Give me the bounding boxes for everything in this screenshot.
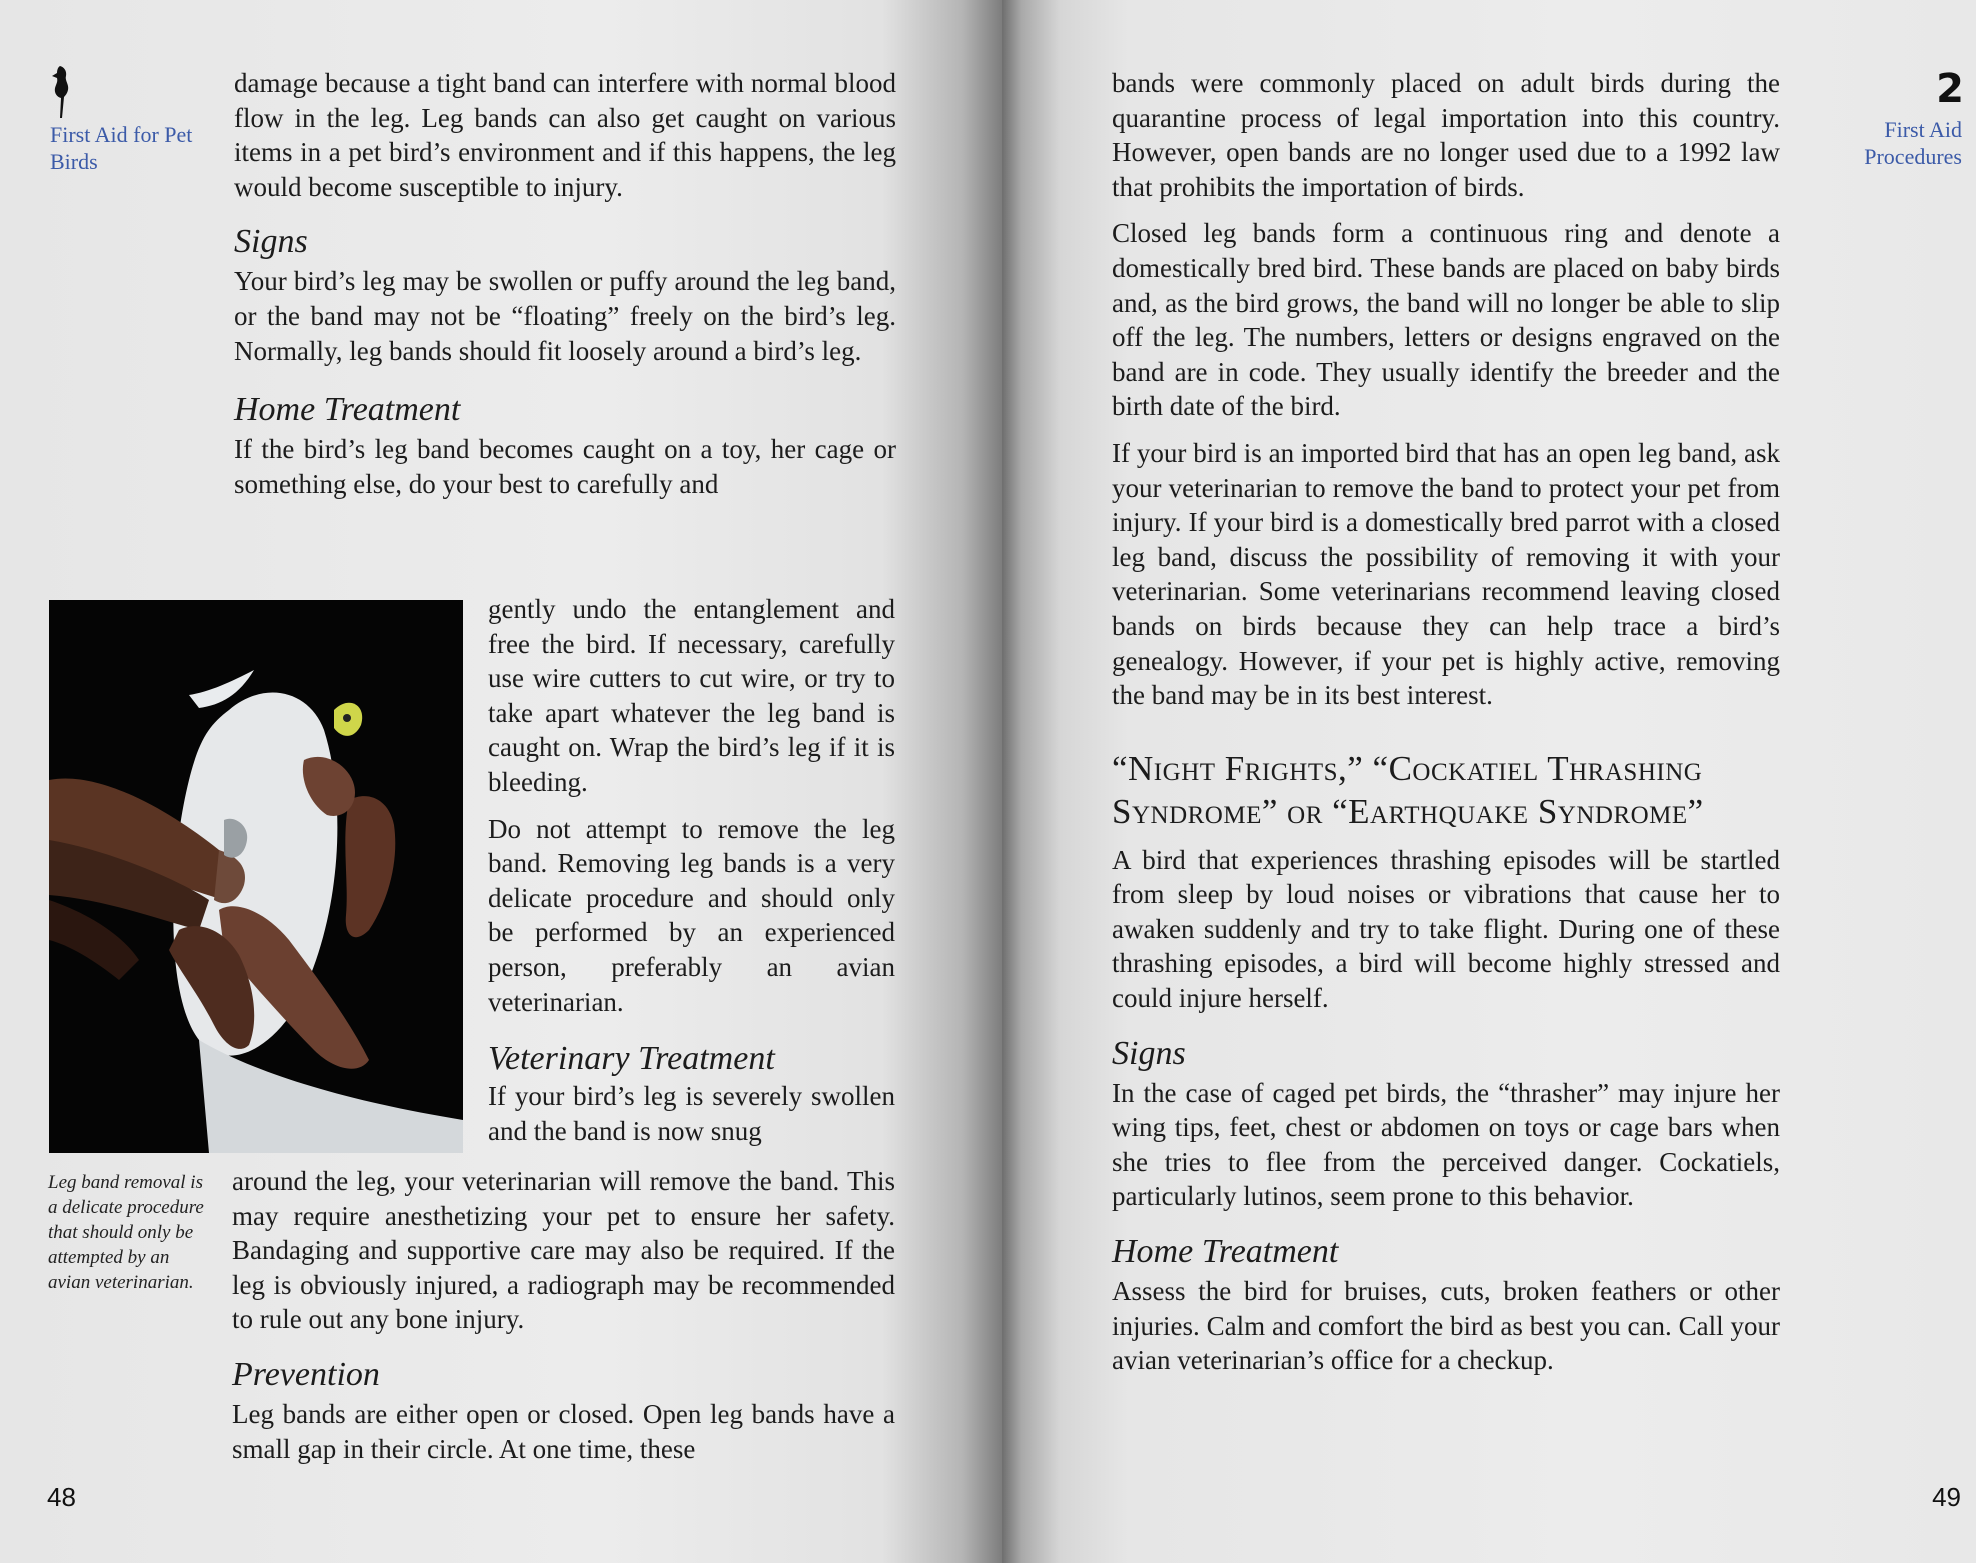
running-head-right: First Aid Procedures (1864, 117, 1962, 169)
paragraph-open-bands: bands were commonly placed on adult birds during the quarantine process of legal importation into this country. However, open bands are no longer used due to a 1992 law that prohibits the importation of birds. (1112, 68, 1780, 202)
prevention-heading: Prevention (232, 1355, 380, 1393)
running-head-left: First Aid for Pet Birds (50, 122, 193, 174)
right-page (1002, 0, 1976, 1563)
photo-illustration (49, 600, 463, 1153)
night-frights-heading: “Night Frights,” “Cockatiel Thrashing Syndrome” or “Earthquake Syndrome” (1112, 748, 1704, 831)
veterinary-treatment-lead: If your bird’s leg is severely swollen and the band is now snug (488, 1081, 895, 1146)
signs-heading: Signs (234, 223, 308, 261)
home-treatment-heading: Home Treatment (234, 391, 461, 429)
photo-caption: Leg band removal is a delicate procedure that should only be attempted by an avian veterinarian. (48, 1172, 204, 1293)
left-text-column-bottom (232, 1164, 895, 1466)
signs-paragraph-right: In the case of caged pet birds, the “thrasher” may injure her wing tips, feet, chest or abdomen on toys or cage bars when she tries to flee from the perceived danger. Cockatiels, particularly lutinos, seem prone to this behavior. (1112, 1077, 1780, 1212)
paragraph-closed-bands: Closed leg bands form a continuous ring and denote a domestically bred bird. These bands are placed on baby birds and, as the bird grows, the band will no longer be able to slip off the leg. The numbers, letters or designs engraved on the band are in code. They usually identify the breeder and the birth date of the bird. (1112, 218, 1780, 422)
home-treatment-lead: If the bird’s leg band becomes caught on a toy, her cage or something else, do your best to carefully and (234, 434, 896, 499)
chapter-number: 2 (1936, 66, 1964, 112)
prevention-paragraph: Leg bands are either open or closed. Open leg bands have a small gap in their circle. At one time, these (232, 1398, 895, 1464)
inset-text-column (488, 592, 895, 1148)
leg-band-removal-photo (49, 600, 463, 1153)
page-number-left: 48 (47, 1482, 76, 1512)
home-treatment-heading-right: Home Treatment (1112, 1233, 1339, 1271)
signs-paragraph: Your bird’s leg may be swollen or puffy around the leg band, or the band may not be “floating” freely on the bird’s leg. Normally, leg bands should fit loosely around a bird’s leg. (234, 266, 896, 366)
veterinary-treatment-continued: around the leg, your veterinarian will remove the band. This may require anesthetizing your pet to ensure her safety. Bandaging and supportive care may also be required. If the leg is obviously injured, a radiograph may be recommended to rule out any bone injury. (232, 1166, 895, 1335)
home-treatment-paragraph-2: Do not attempt to remove the leg band. Removing leg bands is a very delicate procedure and should only be performed by an experienced person, preferably an avian veterinarian. (488, 813, 895, 1017)
home-treatment-paragraph-right: Assess the bird for bruises, cuts, broken feathers or other injuries. Calm and comfort the bird as best you can. Call your avian veterinarian’s office for a checkup. (1112, 1276, 1780, 1376)
home-treatment-continued: gently undo the entanglement and free the bird. If necessary, carefully use wire cutters to cut wire, or try to take apart whatever the leg band is caught on. Wrap the bird’s leg if it is bleeding. (488, 594, 895, 797)
veterinary-treatment-heading: Veterinary Treatment (488, 1040, 775, 1078)
right-text-column (1112, 66, 1780, 1378)
signs-heading-right: Signs (1112, 1034, 1186, 1072)
left-text-column-top (234, 66, 896, 501)
page-number-right: 49 (1932, 1482, 1961, 1512)
parrot-silhouette-icon (46, 64, 74, 120)
intro-paragraph: damage because a tight band can interfere with normal blood flow in the leg. Leg bands can also get caught on various items in a pet bird’s environment and if this happens, the leg would become susceptible to injury. (234, 68, 896, 202)
night-frights-intro: A bird that experiences thrashing episodes will be startled from sleep by loud noises or vibrations that cause her to awaken suddenly and try to take flight. During one of these thrashing episodes, a bird will become highly stressed and could injure herself. (1112, 844, 1780, 1014)
paragraph-imported-birds: If your bird is an imported bird that has an open leg band, ask your veterinarian to remove the band to protect your pet from injury. If your bird is a domestically bred parrot with a closed leg band, discuss the possibility of removing it with your veterinarian. Some veterinarians recommend leaving closed bands on birds because they can help trace a bird’s genealogy. However, if your pet is highly active, removing the band may be in its best interest. (1112, 437, 1780, 711)
